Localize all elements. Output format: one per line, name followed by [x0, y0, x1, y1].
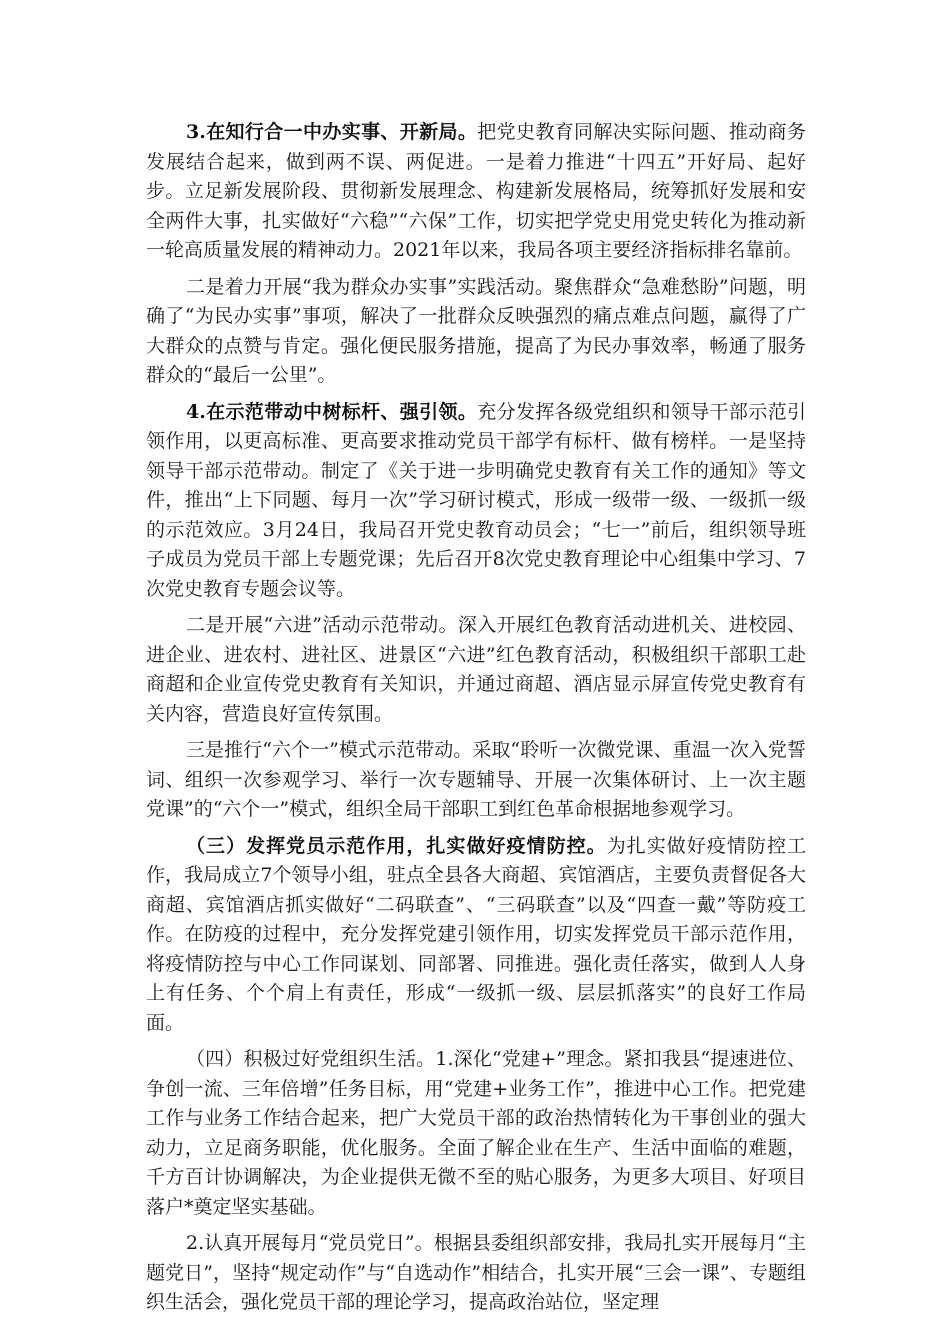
paragraph-text: 充分发挥各级党组织和领导干部示范引领作用，以更高标准、更高要求推动党员干部学有标杆、做有榜样。一是坚持领导干部示范带动。制定了《关于进一步明确党史教育有关工作的通知》等文件，推出“上下同题、每月一次”学习研讨模式，形成一级带一级、一级抓一级的示范效应。3月24日，我局召开党史教育动员会；“七一”前后，组织领导班子成员为党员干部上专题党课；先后召开8次党史教育理论中心组集中学习、7次党史教育专题会议等。 [146, 400, 806, 600]
paragraph-section-3-epidemic [146, 832, 806, 1039]
paragraph-text: 2.认真开展每月“党员党日”。根据县委组织部安排，我局扎实开展每月“主题党日”，坚持“规定动作”与“自选动作”相结合，扎实开展“三会一课”、专题组织生活会，强化党员干部的理论学习，提高政治站位，坚定理 [146, 1232, 806, 1313]
paragraph-heading: 4.在示范带动中树标杆、强引领。 [186, 400, 478, 423]
document-body [146, 118, 806, 1325]
paragraph-party-day [146, 1229, 806, 1318]
paragraph-section-4-party-life [146, 1045, 806, 1222]
paragraph-4-demonstration [146, 398, 806, 605]
paragraph-serve-masses [146, 273, 806, 391]
paragraph-six-entries [146, 611, 806, 729]
paragraph-six-ones [146, 736, 806, 825]
paragraph-text: 三是推行“六个一”模式示范带动。采取“聆听一次微党课、重温一次入党誓词、组织一次参观学习、举行一次专题辅导、开展一次集体研讨、上一次主题党课”的“六个一”模式，组织全局干部职工到红色革命根据地参观学习。 [146, 739, 806, 820]
paragraph-text: 二是开展“六进”活动示范带动。深入开展红色教育活动进机关、进校园、进企业、进农村、进社区、进景区“六进”红色教育活动，积极组织干部职工赴商超和企业宣传党史教育有关知识，并通过商超、酒店显示屏宣传党史教育有关内容，营造良好宣传氛围。 [146, 614, 806, 725]
paragraph-text: 把党史教育同解决实际问题、推动商务发展结合起来，做到两不误、两促进。一是着力推进“十四五”开好局、起好步。立足新发展阶段、贯彻新发展理念、构建新发展格局，统筹抓好发展和安全两件大事，扎实做好“六稳”“六保”工作，切实把学党史用党史转化为推动新一轮高质量发展的精神动力。2021年以来，我局各项主要经济指标排名靠前。 [146, 121, 806, 261]
paragraph-text: （四）积极过好党组织生活。1.深化“党建+”理念。紧扣我县“提速进位、争创一流、三年倍增”任务目标，用“党建+业务工作”，推进中心工作。把党建工作与业务工作结合起来，把广大党员干部的政治热情转化为干事创业的强大动力，立足商务职能，优化服务。全面了解企业在生产、生活中面临的难题，千方百计协调解决，为企业提供无微不至的贴心服务，为更多大项目、好项目落户*奠定坚实基础。 [146, 1048, 806, 1218]
paragraph-3-practice [146, 118, 806, 266]
paragraph-text: 为扎实做好疫情防控工作，我局成立7个领导小组，驻点全县各大商超、宾馆酒店，主要负责督促各大商超、宾馆酒店抓实做好“二码联查”、“三码联查”以及“四查一戴”等防疫工作。在防疫的过程中，充分发挥党建引领作用，切实发挥党员干部示范作用，将疫情防控与中心工作同谋划、同部署、同推进。强化责任落实，做到人人身上有任务、个个肩上有责任，形成“一级抓一级、层层抓落实”的良好工作局面。 [146, 834, 806, 1034]
paragraph-text: 二是着力开展“我为群众办实事”实践活动。聚焦群众“急难愁盼”问题，明确了“为民办实事”事项，解决了一批群众反映强烈的痛点难点问题，赢得了广大群众的点赞与肯定。强化便民服务措施，提高了为民办事效率，畅通了服务群众的“最后一公里”。 [146, 275, 806, 386]
paragraph-heading: 3.在知行合一中办实事、开新局。 [186, 121, 478, 143]
paragraph-heading: （三）发挥党员示范作用，扎实做好疫情防控。 [186, 834, 607, 857]
